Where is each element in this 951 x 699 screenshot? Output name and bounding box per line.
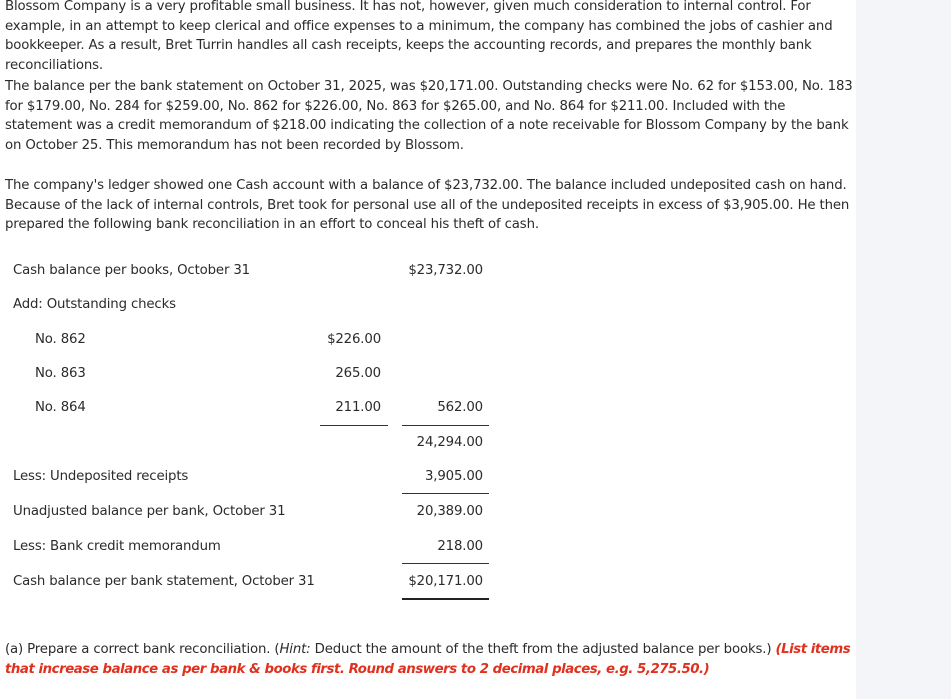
outstanding-checks-total: 562.00 bbox=[437, 400, 483, 415]
problem-paragraph-3: The company's ledger showed one Cash account with a balance of $23,732.00. The balance included undeposited cash on hand. Because of the lack of internal controls, Bret took for personal use all of the undeposited receipts in excess of $3,905.00. He then prepared the following bank reconciliation in an effort to conceal his theft of cash. bbox=[5, 178, 850, 232]
instruction-text: (List items that increase balance as per bank & books first. Round answers to 2 decimal places, e.g. 5,275.50.) bbox=[5, 642, 851, 677]
check-863-amount: 265.00 bbox=[335, 366, 381, 381]
check-862-label: No. 862 bbox=[35, 332, 86, 347]
check-864-label: No. 864 bbox=[35, 400, 86, 415]
problem-paragraph-1: Blossom Company is a very profitable small business. It has not, however, given much consideration to internal control. For example, in an attempt to keep clerical and office expenses to a minimum, the company has combined the jobs of cashier and bookkeeper. As a result, Bret Turrin handles all cash receipts, keeps the accounting records, and prepares the monthly bank reconciliations. bbox=[5, 0, 833, 73]
credit-memo-underline bbox=[402, 563, 489, 564]
hint-text: Deduct the amount of the theft from the adjusted balance per books.) bbox=[310, 642, 776, 657]
undeposited-receipts-label: Less: Undeposited receipts bbox=[13, 469, 189, 484]
undeposited-receipts-amount: 3,905.00 bbox=[424, 469, 483, 484]
check-864-amount: 211.00 bbox=[335, 400, 381, 415]
question-text bbox=[5, 640, 855, 680]
problem-paragraph-2: The balance per the bank statement on October 31, 2025, was $20,171.00. Outstanding checks were No. 62 for $153.00, No. 183 for $179.00, No. 284 for $259.00, No. 862 for $226.00, No. 863 for $265.00, and No. 864 for $211.00. Included with the statement was a credit memorandum of $218.00 indicating the collection of a note receivable for Blossom Company by the bank on October 25. This memorandum has not been recorded by Blossom. bbox=[5, 79, 853, 153]
final-double-underline bbox=[402, 598, 489, 600]
unadjusted-balance-amount: 20,389.00 bbox=[416, 504, 483, 519]
cash-per-books-label: Cash balance per books, October 31 bbox=[13, 263, 250, 278]
unadjusted-balance-label: Unadjusted balance per bank, October 31 bbox=[13, 504, 286, 519]
credit-memo-amount: 218.00 bbox=[437, 539, 483, 554]
check-863-label: No. 863 bbox=[35, 366, 86, 381]
subtotal-amount: 24,294.00 bbox=[416, 435, 483, 450]
bank-balance-amount: $20,171.00 bbox=[408, 574, 483, 589]
check-862-amount: $226.00 bbox=[327, 332, 381, 347]
hint-label: Hint: bbox=[279, 642, 311, 657]
checks-underline bbox=[320, 425, 388, 426]
checks-total-underline bbox=[402, 425, 489, 426]
add-outstanding-checks-label: Add: Outstanding checks bbox=[13, 297, 176, 312]
question-part: (a) Prepare a correct bank reconciliation. ( bbox=[5, 642, 280, 657]
bank-balance-label: Cash balance per bank statement, October 31 bbox=[13, 574, 315, 589]
cash-per-books-total: $23,732.00 bbox=[408, 263, 483, 278]
undeposited-underline bbox=[402, 493, 489, 494]
credit-memo-label: Less: Bank credit memorandum bbox=[13, 539, 221, 554]
right-margin-panel bbox=[856, 0, 951, 699]
